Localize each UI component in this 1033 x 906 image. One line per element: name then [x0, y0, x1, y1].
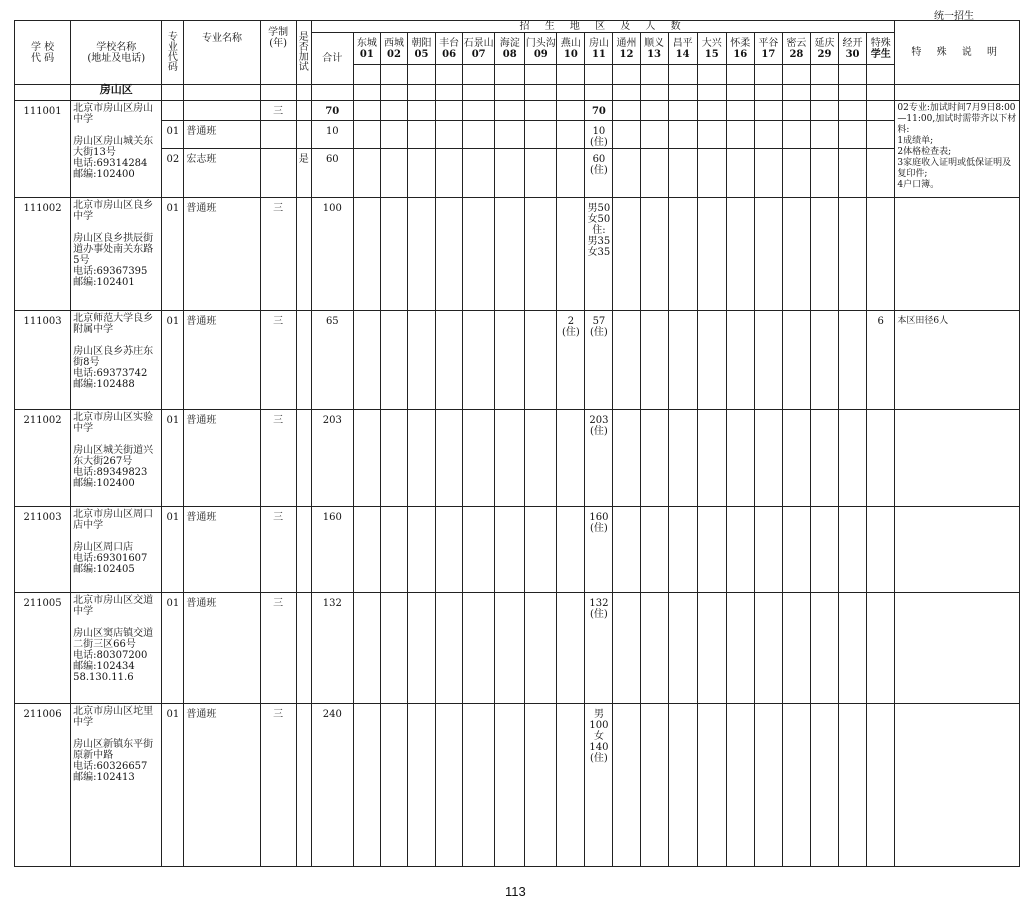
school-code: 211005 — [15, 593, 71, 704]
top-note: 统一招生 — [934, 11, 974, 22]
fangshan-cell: 男50 女50 住: 男35 女35 — [585, 198, 613, 311]
table-row — [15, 410, 1020, 507]
fangshan-cell: 57 (住) — [585, 311, 613, 410]
major-code-cell: 01 — [162, 198, 184, 311]
school-name-header: 学校名称 (地址及电话) — [71, 21, 162, 85]
major-name-cell: 普通班 — [184, 121, 260, 149]
district-col-11: 房山 11 — [585, 33, 613, 65]
total-header: 合计 — [311, 33, 353, 85]
district-col-02: 西城 02 — [380, 33, 407, 65]
enrollment-table — [14, 20, 1020, 867]
total-cell: 100 — [311, 198, 353, 311]
years-cell: 三 — [260, 593, 296, 704]
table-row — [15, 507, 1020, 593]
major-name-cell: 普通班 — [184, 410, 260, 507]
total-cell: 203 — [311, 410, 353, 507]
remark-cell: 本区田径6人 — [895, 311, 1020, 410]
major-code-cell: 01 — [162, 507, 184, 593]
table-row — [15, 704, 1020, 867]
district-col-08: 海淀 08 — [495, 33, 525, 65]
major-code-cell: 01 — [162, 311, 184, 410]
district-col-30: 经开 30 — [839, 33, 867, 65]
district-col-13: 顺义 13 — [640, 33, 668, 65]
school-info: 北京市房山区周口店中学 房山区周口店 电话:69301607 邮编:102405 — [71, 507, 162, 593]
district-label: 房山区 — [71, 85, 162, 101]
region-title: 招 生 地 区 及 人 数 — [311, 21, 895, 33]
school-code: 111001 — [15, 101, 71, 198]
major-name-cell: 普通班 — [184, 507, 260, 593]
district-col-01: 东城 01 — [353, 33, 380, 65]
major-code-cell: 02 — [162, 149, 184, 198]
school-code-header: 学 校 代 码 — [15, 21, 71, 85]
total-cell: 240 — [311, 704, 353, 867]
total-cell: 60 — [311, 149, 353, 198]
district-col-14: 昌平 14 — [668, 33, 697, 65]
remark-cell: 02专业:加试时间7月9日8:00—11:00,加试时需带齐以下材料: 1成绩单; 2体格检查表; 3家庭收入证明或低保证明及复印件; 4户口簿。 — [895, 101, 1020, 198]
major-name-cell: 宏志班 — [184, 149, 260, 198]
extra-test-header: 是否加试 — [296, 21, 311, 85]
district-col-05: 朝阳 05 — [407, 33, 435, 65]
school-info: 北京市房山区良乡中学 房山区良乡拱辰街道办事处南关东路5号 电话:69367395 邮编:102401 — [71, 198, 162, 311]
page-number: 113 — [505, 884, 526, 899]
fangshan-cell: 60 (住) — [585, 149, 613, 198]
years-cell: 三 — [260, 704, 296, 867]
district-col-12: 通州 12 — [613, 33, 640, 65]
years-cell: 三 — [260, 311, 296, 410]
table-row — [15, 311, 1020, 410]
major-name-cell: 普通班 — [184, 593, 260, 704]
school-code: 111003 — [15, 311, 71, 410]
district-col-15: 大兴 15 — [697, 33, 726, 65]
yanshan-cell: 2 (住) — [557, 311, 585, 410]
school-info: 北京市房山区交道中学 房山区窦店镇交道二街三区66号 电话:80307200 邮编:102434 58.130.11.6 — [71, 593, 162, 704]
total-cell: 132 — [311, 593, 353, 704]
district-col-07: 石景山 07 — [463, 33, 495, 65]
district-label-row — [15, 85, 1020, 101]
school-info: 北京市房山区坨里中学 房山区新镇东平街原新中路 电话:60326657 邮编:102413 — [71, 704, 162, 867]
major-code-cell: 01 — [162, 121, 184, 149]
major-name-header: 专业名称 — [184, 21, 260, 85]
fangshan-cell: 男100 女140 (住) — [585, 704, 613, 867]
school-code: 211003 — [15, 507, 71, 593]
fangshan-cell: 10 (住) — [585, 121, 613, 149]
district-col-28: 密云 28 — [782, 33, 810, 65]
school-info: 北京市房山区实验中学 房山区城关街道兴东大街267号 电话:89349823 邮编:102400 — [71, 410, 162, 507]
table-row — [15, 198, 1020, 311]
district-col-special: 特殊 学生 — [867, 33, 895, 65]
school-code: 211006 — [15, 704, 71, 867]
school-info: 北京师范大学良乡附属中学 房山区良乡苏庄东街8号 电话:69373742 邮编:102488 — [71, 311, 162, 410]
years-cell: 三 — [260, 507, 296, 593]
major-name-cell: 普通班 — [184, 704, 260, 867]
table-row — [15, 149, 1020, 198]
district-col-17: 平谷 17 — [754, 33, 782, 65]
district-col-09: 门头沟 09 — [525, 33, 557, 65]
fangshan-cell: 132 (住) — [585, 593, 613, 704]
table-row — [15, 101, 1020, 121]
school-code: 111002 — [15, 198, 71, 311]
major-name-cell: 普通班 — [184, 198, 260, 311]
district-col-29: 延庆 29 — [810, 33, 838, 65]
district-col-10: 燕山 10 — [557, 33, 585, 65]
years-header: 学制 (年) — [260, 21, 296, 85]
years-cell: 三 — [260, 101, 296, 121]
fangshan-cell: 160 (住) — [585, 507, 613, 593]
table-row — [15, 121, 1020, 149]
fangshan-cell: 203 (住) — [585, 410, 613, 507]
header-row-1 — [15, 21, 1020, 33]
special-cell: 6 — [867, 311, 895, 410]
remarks-header: 特 殊 说 明 — [895, 21, 1020, 85]
district-col-06: 丰台 06 — [436, 33, 463, 65]
table-row — [15, 593, 1020, 704]
school-code: 211002 — [15, 410, 71, 507]
major-name-cell: 普通班 — [184, 311, 260, 410]
total-cell: 10 — [311, 121, 353, 149]
school-info: 北京市房山区房山中学 房山区房山城关东大街13号 电话:69314284 邮编:102400 — [71, 101, 162, 198]
fangshan-cell: 70 — [585, 101, 613, 121]
years-cell: 三 — [260, 410, 296, 507]
total-cell: 70 — [311, 101, 353, 121]
major-code-cell: 01 — [162, 704, 184, 867]
major-code-cell: 01 — [162, 410, 184, 507]
district-col-16: 怀柔 16 — [726, 33, 754, 65]
total-cell: 160 — [311, 507, 353, 593]
major-code-cell: 01 — [162, 593, 184, 704]
major-code-header: 专业代码 — [162, 21, 184, 85]
years-cell: 三 — [260, 198, 296, 311]
extra-test-cell: 是 — [296, 149, 311, 198]
total-cell: 65 — [311, 311, 353, 410]
